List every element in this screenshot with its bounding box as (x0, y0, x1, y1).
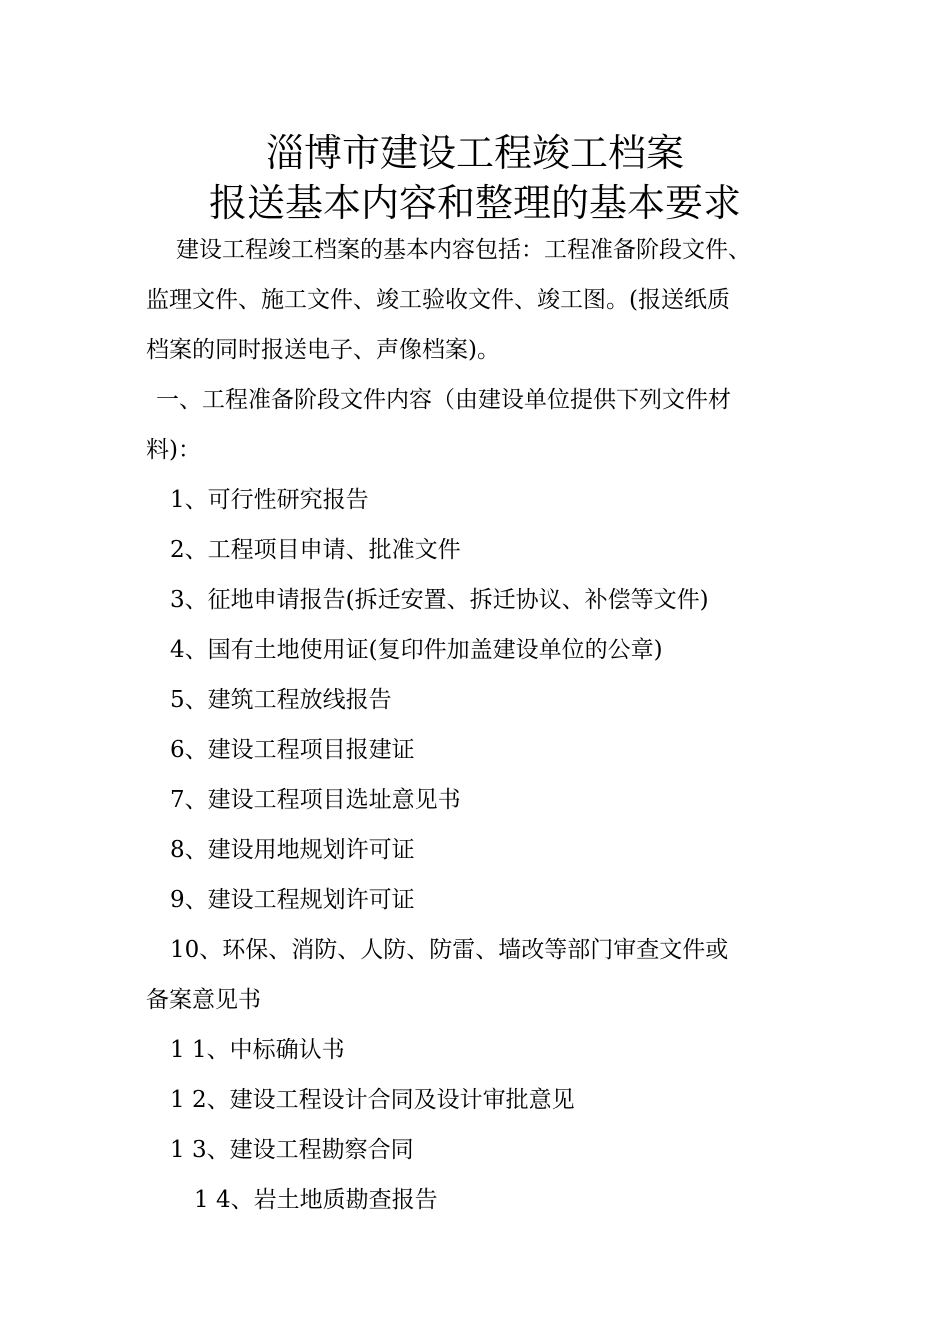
list-item-10-line-2: 备案意见书 (146, 987, 261, 1013)
document-title-line-2: 报送基本内容和整理的基本要求 (208, 181, 741, 225)
list-item: 1 2、建设工程设计合同及设计审批意见 (170, 1087, 575, 1113)
list-item: 1 3、建设工程勘察合同 (170, 1137, 414, 1163)
list-item: 8、建设用地规划许可证 (170, 837, 415, 863)
list-item: 7、建设工程项目选址意见书 (170, 787, 461, 813)
section-heading-line-1: 一、工程准备阶段文件内容（由建设单位提供下列文件材 (156, 387, 731, 413)
list-item: 5、建筑工程放线报告 (170, 687, 392, 713)
intro-line-3: 档案的同时报送电子、声像档案)。 (146, 337, 500, 363)
list-item: 3、征地申请报告(拆迁安置、拆迁协议、补偿等文件) (170, 587, 709, 613)
list-item: 2、工程项目申请、批准文件 (170, 537, 461, 563)
list-item: 1、可行性研究报告 (170, 487, 369, 513)
document-title-line-1: 淄博市建设工程竣工档案 (265, 131, 684, 175)
list-item: 1 1、中标确认书 (170, 1037, 345, 1063)
section-heading-line-2: 料)： (146, 437, 201, 463)
intro-line-2: 监理文件、施工文件、竣工验收文件、竣工图。(报送纸质 (146, 287, 730, 313)
intro-line-1: 建设工程竣工档案的基本内容包括：工程准备阶段文件、 (176, 237, 751, 263)
list-item: 1 4、岩土地质勘查报告 (194, 1187, 438, 1213)
list-item-10-line-1: 10、环保、消防、人防、防雷、墙改等部门审查文件或 (170, 937, 729, 963)
list-item: 4、国有土地使用证(复印件加盖建设单位的公章) (170, 637, 663, 663)
list-item: 9、建设工程规划许可证 (170, 887, 415, 913)
list-item: 6、建设工程项目报建证 (170, 737, 415, 763)
